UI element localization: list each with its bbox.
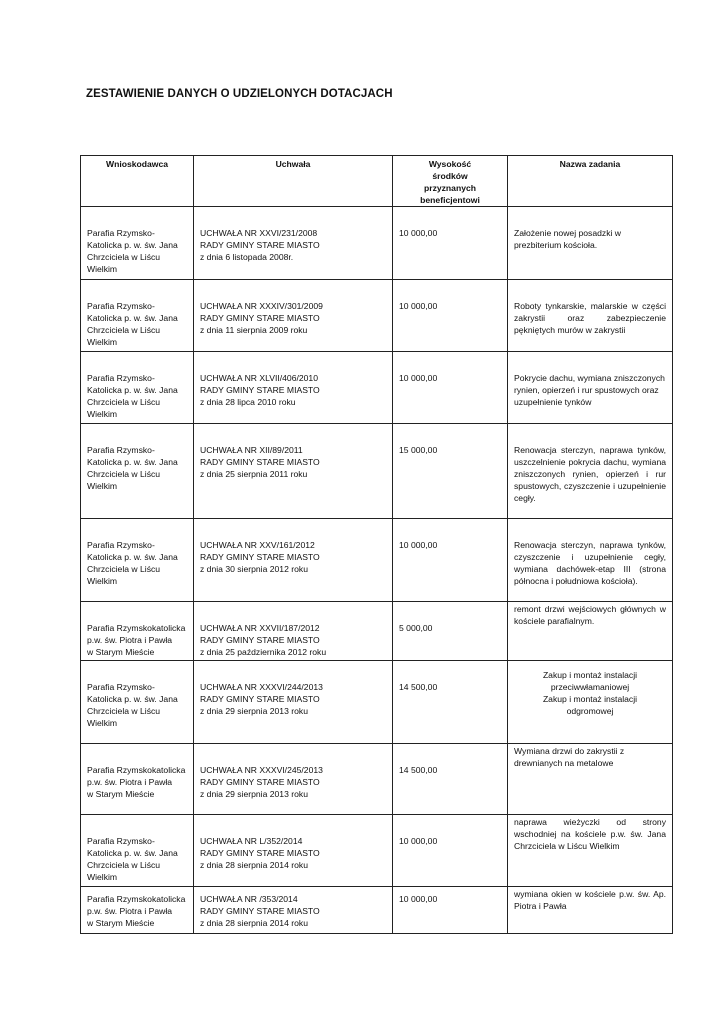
resolution-cell: UCHWAŁA NR XXXVI/244/2013 RADY GMINY STARE MIASTO z dnia 29 sierpnia 2013 roku [194,661,393,744]
table-row [81,280,673,352]
amount-cell: 10 000,00 [393,280,508,352]
table-row [81,424,673,519]
applicant-cell: Parafia Rzymsko- Katolicka p. w. św. Jana Chrzciciela w Liścu Wielkim [81,207,194,280]
grants-table [80,155,673,934]
resolution-cell: UCHWAŁA NR /353/2014 RADY GMINY STARE MIASTO z dnia 28 sierpnia 2014 roku [194,887,393,934]
resolution-cell: UCHWAŁA NR L/352/2014 RADY GMINY STARE MIASTO z dnia 28 sierpnia 2014 roku [194,815,393,887]
table-row [81,519,673,602]
applicant-cell: Parafia Rzymsko- Katolicka p. w. św. Jana Chrzciciela w Liścu Wielkim [81,280,194,352]
task-cell: wymiana okien w kościele p.w. św. Ap. Piotra i Pawła [508,887,673,934]
applicant-cell: Parafia Rzymskokatolicka p.w. św. Piotra i Pawła w Starym Mieście [81,744,194,815]
resolution-cell: UCHWAŁA NR XII/89/2011 RADY GMINY STARE MIASTO z dnia 25 sierpnia 2011 roku [194,424,393,519]
header-resolution: Uchwała [194,156,393,207]
task-cell: Roboty tynkarskie, malarskie w części zakrystii oraz zabezpieczenie pękniętych murów w zakrystii [508,280,673,352]
table-row [81,207,673,280]
header-task: Nazwa zadania [508,156,673,207]
amount-cell: 5 000,00 [393,602,508,661]
document-title: ZESTAWIENIE DANYCH O UDZIELONYCH DOTACJACH [86,88,393,100]
resolution-cell: UCHWAŁA NR XLVII/406/2010 RADY GMINY STARE MIASTO z dnia 28 lipca 2010 roku [194,352,393,424]
table-row [81,887,673,934]
resolution-cell: UCHWAŁA NR XXXIV/301/2009 RADY GMINY STARE MIASTO z dnia 11 sierpnia 2009 roku [194,280,393,352]
task-cell: Pokrycie dachu, wymiana zniszczonych rynien, opierzeń i rur spustowych oraz uzupełnienie tynków [508,352,673,424]
amount-cell: 14 500,00 [393,744,508,815]
applicant-cell: Parafia Rzymsko- Katolicka p. w. św. Jana Chrzciciela w Liścu Wielkim [81,815,194,887]
table-row [81,352,673,424]
header-amount: Wysokość środków przyznanych beneficjentowi [393,156,508,207]
task-cell: Renowacja sterczyn, naprawa tynków, czyszczenie i uzupełnienie cegły, wymiana dachówek-etap III (strona północna i południowa kościoła). [508,519,673,602]
amount-cell: 10 000,00 [393,519,508,602]
applicant-cell: Parafia Rzymsko- Katolicka p. w. św. Jana Chrzciciela w Liścu Wielkim [81,424,194,519]
applicant-cell: Parafia Rzymskokatolicka p.w. św. Piotra i Pawła w Starym Mieście [81,602,194,661]
header-applicant: Wnioskodawca [81,156,194,207]
applicant-cell: Parafia Rzymsko- Katolicka p. w. św. Jana Chrzciciela w Liścu Wielkim [81,352,194,424]
resolution-cell: UCHWAŁA NR XXXVI/245/2013 RADY GMINY STARE MIASTO z dnia 29 sierpnia 2013 roku [194,744,393,815]
table-row [81,744,673,815]
table-row [81,602,673,661]
resolution-cell: UCHWAŁA NR XXVI/231/2008 RADY GMINY STARE MIASTO z dnia 6 listopada 2008r. [194,207,393,280]
amount-cell: 10 000,00 [393,887,508,934]
amount-cell: 10 000,00 [393,352,508,424]
applicant-cell: Parafia Rzymsko- Katolicka p. w. św. Jana Chrzciciela w Liścu Wielkim [81,661,194,744]
table-row [81,815,673,887]
task-cell: Zakup i montaż instalacji przeciwwłamaniowej Zakup i montaż instalacji odgromowej [508,661,673,744]
amount-cell: 10 000,00 [393,207,508,280]
table-row [81,661,673,744]
task-cell: remont drzwi wejściowych głównych w kościele parafialnym. [508,602,673,661]
amount-cell: 15 000,00 [393,424,508,519]
amount-cell: 10 000,00 [393,815,508,887]
resolution-cell: UCHWAŁA NR XXVII/187/2012 RADY GMINY STARE MIASTO z dnia 25 października 2012 roku [194,602,393,661]
task-cell: Wymiana drzwi do zakrystii z drewnianych na metalowe [508,744,673,815]
task-cell: naprawa wieżyczki od strony wschodniej na kościele p.w. św. Jana Chrzciciela w Liścu Wielkim [508,815,673,887]
amount-cell: 14 500,00 [393,661,508,744]
applicant-cell: Parafia Rzymsko- Katolicka p. w. św. Jana Chrzciciela w Liścu Wielkim [81,519,194,602]
resolution-cell: UCHWAŁA NR XXV/161/2012 RADY GMINY STARE MIASTO z dnia 30 sierpnia 2012 roku [194,519,393,602]
task-cell: Renowacja sterczyn, naprawa tynków, uszczelnienie pokrycia dachu, wymiana zniszczonych rynien, opierzeń i rur spustowych, czyszczenie i uzupełnienie cegły. [508,424,673,519]
task-cell: Założenie nowej posadzki w prezbiterium kościoła. [508,207,673,280]
table-header-row [81,156,673,207]
applicant-cell: Parafia Rzymskokatolicka p.w. św. Piotra i Pawła w Starym Mieście [81,887,194,934]
